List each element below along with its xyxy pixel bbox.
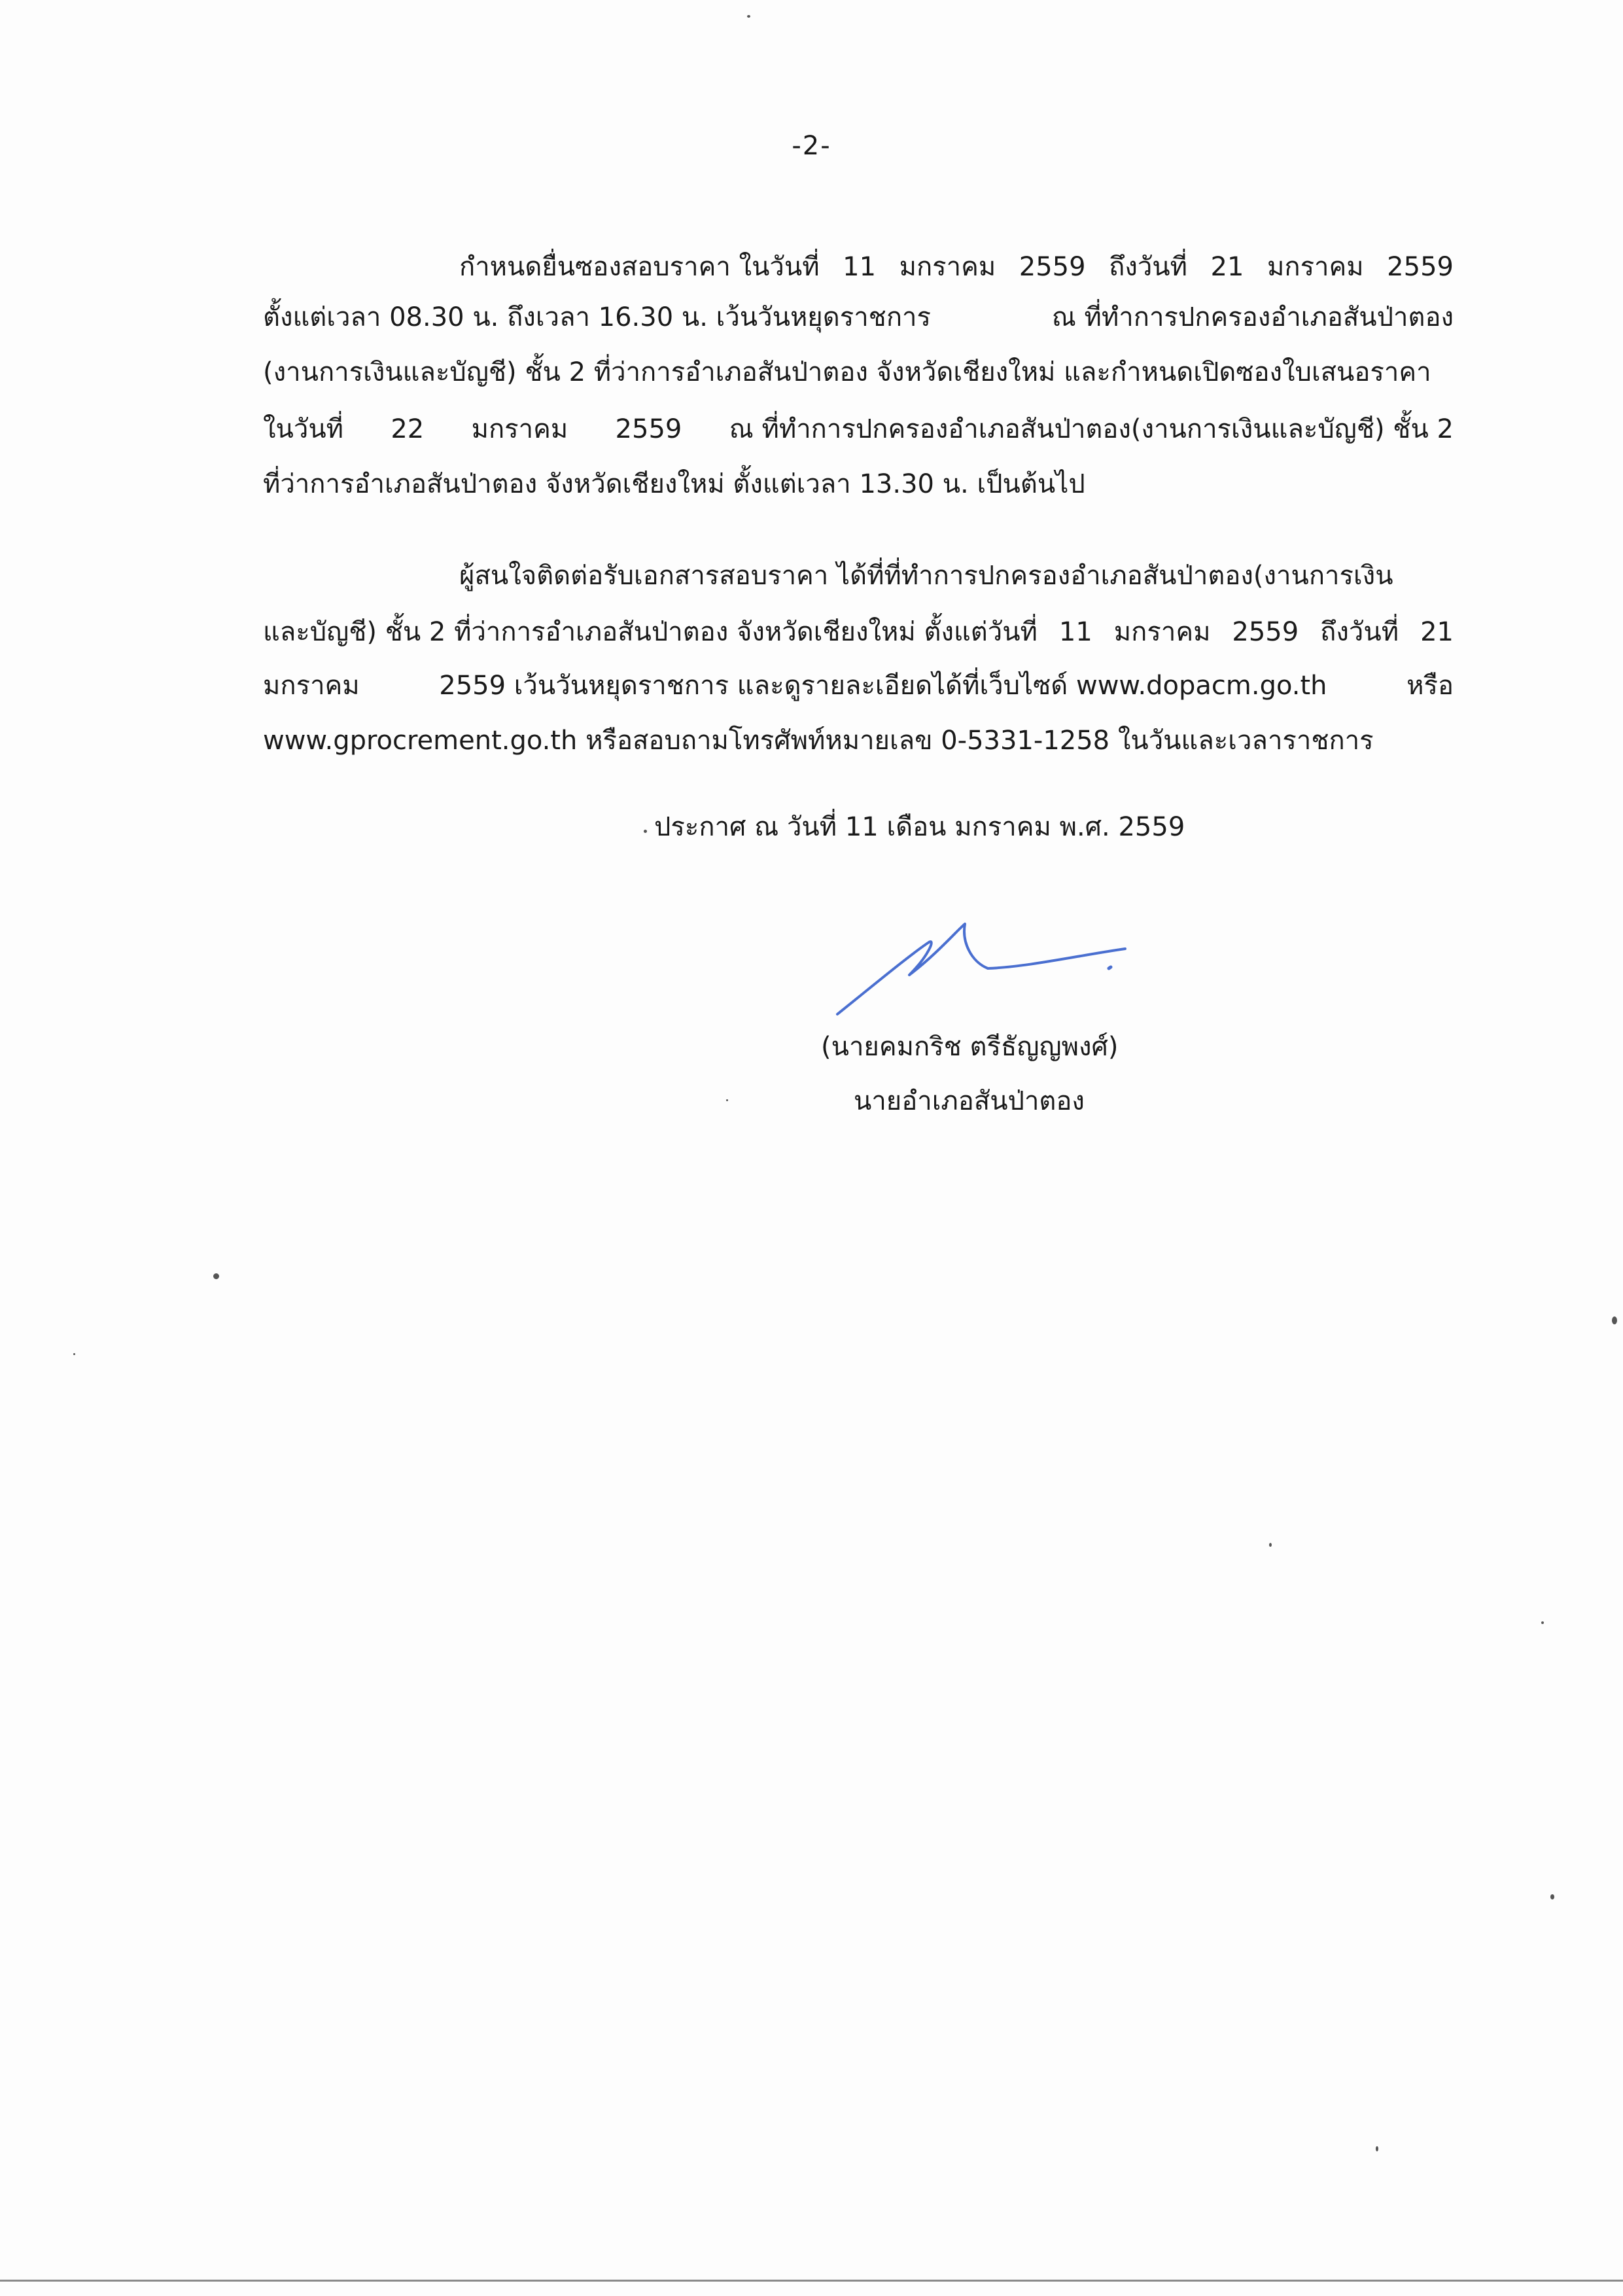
paragraph-2-line-1 — [459, 557, 1454, 594]
text-segment: หรือ — [1406, 671, 1454, 701]
text-segment: (งานการเงินและบัญชี) ชั้น 2 ที่ว่าการอำเภอสันป่าตอง จังหวัดเชียงใหม่ และกำหนดเปิดซองใบเสนอราคา — [263, 357, 1431, 387]
text-segment: ในวันที่ — [263, 414, 344, 444]
paragraph-1-line-1 — [459, 249, 1454, 285]
paragraph-1-line-4 — [263, 411, 1454, 448]
text-segment: 2559 — [1232, 617, 1299, 647]
text-segment: 22 — [391, 414, 425, 444]
paragraph-2-line-3 — [263, 667, 1454, 704]
text-segment: ถึงวันที่ — [1109, 252, 1188, 282]
text-segment: ถึงวันที่ — [1320, 617, 1399, 647]
text-segment: 11 — [1058, 617, 1092, 647]
scan-speck — [1550, 1894, 1554, 1899]
text-segment: มกราคม — [1113, 617, 1211, 647]
scan-speck — [1541, 1621, 1544, 1624]
text-segment: มกราคม — [263, 671, 360, 701]
text-segment: 2559 — [1019, 252, 1086, 282]
text-segment: 21 — [1210, 252, 1244, 282]
text-segment: 21 — [1420, 617, 1454, 647]
paragraph-1-line-5: ที่ว่าการอำเภอสันป่าตอง จังหวัดเชียงใหม่ ตั้งแต่เวลา 13.30 น. เป็นต้นไป — [263, 469, 1085, 499]
page-bottom-edge — [0, 2280, 1623, 2282]
text-segment: ตั้งแต่เวลา 08.30 น. ถึงเวลา 16.30 น. เว้นวันหยุดราชการ — [263, 302, 931, 332]
scan-speck — [726, 1099, 728, 1101]
text-segment: ผู้สนใจติดต่อรับเอกสารสอบราคา ได้ที่ที่ทำการปกครองอำเภอสันป่าตอง(งานการเงิน — [459, 561, 1393, 591]
scan-speck — [213, 1273, 219, 1279]
text-segment: 2559 — [1387, 252, 1454, 282]
scan-speck — [1612, 1316, 1617, 1324]
scan-speck — [73, 1353, 75, 1355]
text-segment: ณ ที่ทำการปกครองอำเภอสันป่าตอง(งานการเงินและบัญชี) ชั้น 2 — [729, 414, 1454, 444]
scan-speck — [747, 15, 750, 18]
text-segment: 2559 — [615, 414, 682, 444]
scan-speck — [1376, 2146, 1378, 2151]
paragraph-1-line-3 — [263, 354, 1454, 391]
paragraph-2-line-2 — [263, 614, 1454, 650]
text-segment: มกราคม — [899, 252, 996, 282]
signatory-name: (นายคมกริช ตรีธัญญพงศ์) — [821, 1032, 1119, 1062]
scan-speck — [644, 830, 647, 833]
page-number: -2- — [792, 131, 831, 161]
signature-image — [831, 916, 1145, 1034]
text-segment: 2559 เว้นวันหยุดราชการ และดูรายละเอียดได้ที่เว็บไซด์ www.dopacm.go.th — [439, 671, 1327, 701]
text-segment: กำหนดยื่นซองสอบราคา ในวันที่ — [459, 252, 820, 282]
text-segment: และบัญชี) ชั้น 2 ที่ว่าการอำเภอสันป่าตอง จังหวัดเชียงใหม่ ตั้งแต่วันที่ — [263, 617, 1038, 647]
signatory-position: นายอำเภอสันป่าตอง — [854, 1086, 1085, 1116]
text-segment: ณ ที่ทำการปกครองอำเภอสันป่าตอง — [1051, 302, 1454, 332]
paragraph-2-line-4: www.gprocrement.go.th หรือสอบถามโทรศัพท์หมายเลข 0-5331-1258 ในวันและเวลาราชการ — [263, 726, 1374, 756]
announcement-date: ประกาศ ณ วันที่ 11 เดือน มกราคม พ.ศ. 2559 — [654, 812, 1185, 842]
text-segment: มกราคม — [471, 414, 568, 444]
paragraph-1-line-2 — [263, 299, 1454, 336]
scan-speck — [1269, 1543, 1272, 1547]
text-segment: มกราคม — [1266, 252, 1364, 282]
text-segment: 11 — [843, 252, 877, 282]
